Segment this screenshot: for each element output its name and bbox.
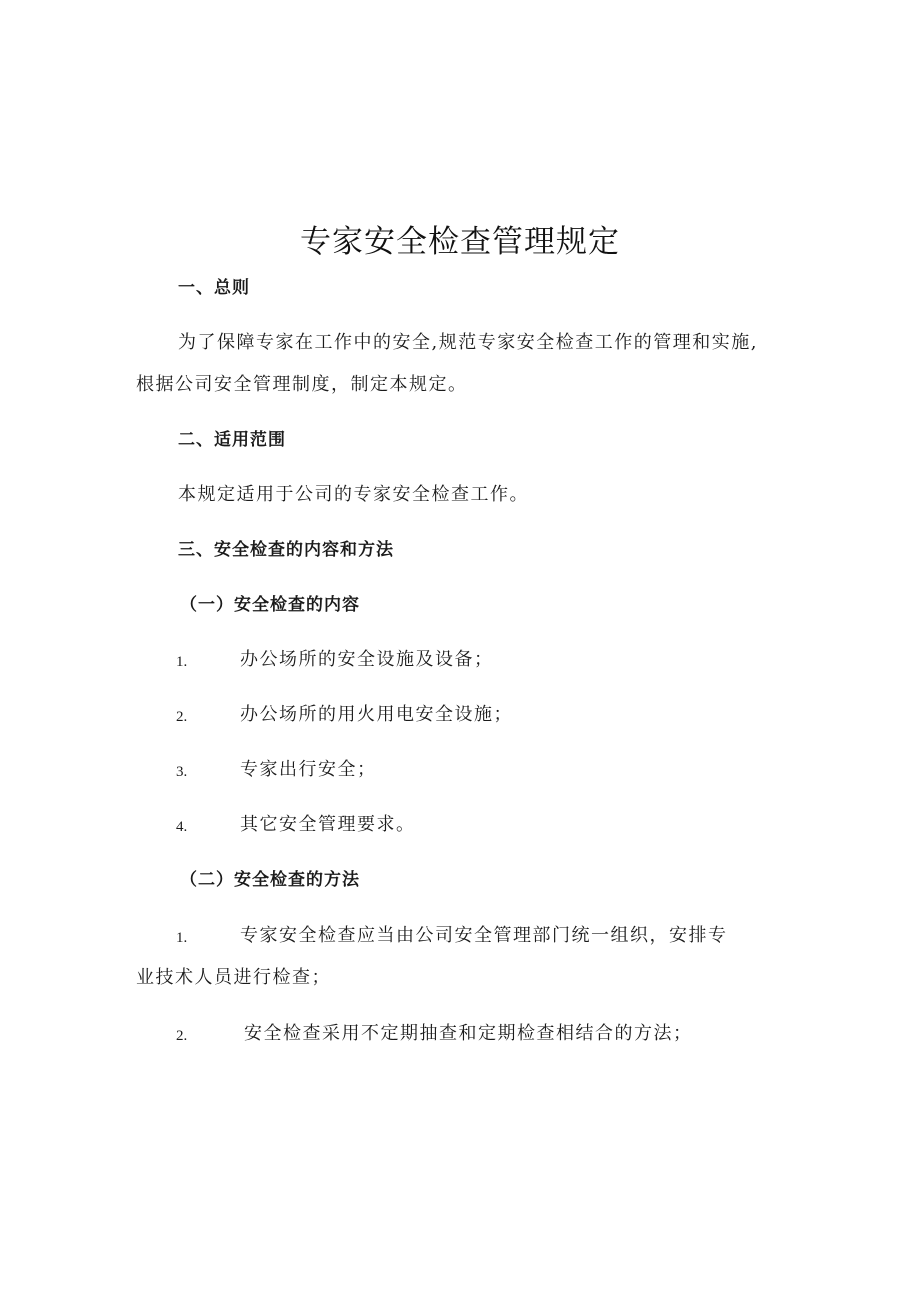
list-item-text: 其它安全管理要求。 (240, 814, 416, 835)
list-item-number: 1. (176, 654, 188, 670)
paragraph-general-line-1: 为了保障专家在工作中的安全,规范专家安全检查工作的管理和实施, (178, 332, 758, 353)
document-title: 专家安全检查管理规定 (300, 224, 620, 260)
list-item-text-continuation: 业技术人员进行检查； (136, 967, 331, 988)
list-item-number: 1. (176, 930, 188, 946)
list-item-text: 办公场所的用火用电安全设施； (240, 704, 513, 725)
list-item-number: 2. (176, 1028, 188, 1044)
list-item-number: 3. (176, 764, 188, 780)
list-item-text: 办公场所的安全设施及设备； (240, 649, 494, 670)
list-item-number: 2. (176, 709, 188, 725)
list-item-text: 专家安全检查应当由公司安全管理部门统一组织，安排专 (240, 925, 728, 946)
section-heading-content-method: 三、安全检查的内容和方法 (178, 540, 394, 560)
paragraph-scope: 本规定适用于公司的专家安全检查工作。 (178, 484, 529, 505)
subsection-heading-method: （二）安全检查的方法 (180, 870, 360, 890)
list-item-text: 专家出行安全； (240, 759, 377, 780)
section-heading-scope: 二、适用范围 (178, 430, 286, 450)
section-heading-general: 一、总则 (178, 278, 250, 298)
list-item-text: 安全检查采用不定期抽查和定期检查相结合的方法； (244, 1023, 693, 1044)
paragraph-general-line-2: 根据公司安全管理制度，制定本规定。 (136, 374, 468, 395)
subsection-heading-content: （一）安全检查的内容 (180, 595, 360, 615)
list-item-number: 4. (176, 819, 188, 835)
